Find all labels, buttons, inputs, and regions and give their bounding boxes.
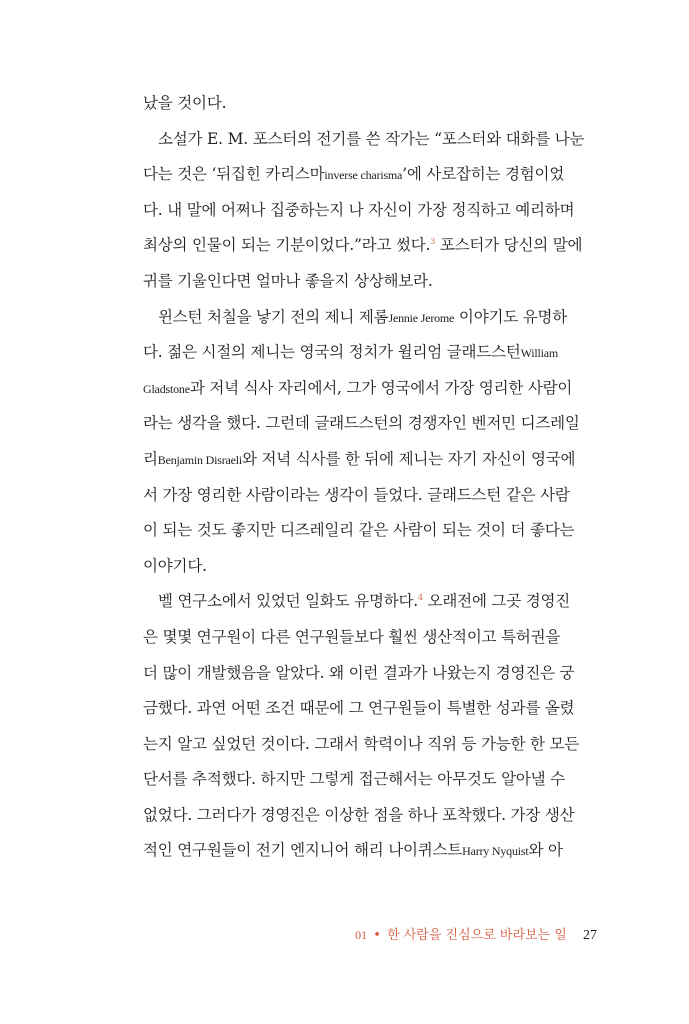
text-line (143, 762, 565, 798)
text-line (143, 86, 551, 122)
text-segment: 포스터가 당신의 말에 (435, 236, 583, 255)
text-segment: 났을 것이다. (143, 94, 227, 112)
text-segment: 이야기도 유명하 (454, 307, 568, 326)
text-segment: 단서를 추적했다. 하지만 그렇게 접근해서는 아무것도 알아낼 수 (143, 770, 565, 789)
text-line (143, 584, 571, 620)
text-segment: 벨 연구소에서 있었던 일화도 유명하다. (158, 592, 419, 611)
footnote-marker: 4 (418, 593, 423, 603)
text-segment: 소설가 E. M. 포스터의 전기를 쓴 작가는 “포스터와 대화를 나눈 (158, 129, 585, 148)
text-segment: 없었다. 그러다가 경영진은 이상한 점을 하나 포착했다. 가장 생산 (143, 805, 575, 824)
text-segment: 라는 생각을 했다. 그런데 글래드스턴의 경쟁자인 벤저민 디즈레일 (143, 414, 580, 433)
text-segment: ’에 사로잡히는 경험이었 (402, 165, 565, 184)
text-line (143, 478, 570, 514)
text-line (143, 157, 565, 193)
latin-name: Harry Nyquist (462, 844, 529, 859)
text-line (143, 371, 573, 407)
text-segment: 윈스턴 처칠을 낳기 전의 제니 제롬 (158, 307, 389, 326)
text-segment: 는지 알고 싶었던 것이다. 그래서 학력이나 직위 등 가능한 한 모든 (143, 734, 580, 753)
text-segment: 과 저녁 식사 자리에서, 그가 영국에서 가장 영리한 사람이 (189, 378, 573, 397)
text-segment: 더 많이 개발했음을 알았다. 왜 이런 결과가 나왔는지 경영진은 궁 (143, 663, 575, 682)
text-segment: 이 되는 것도 좋지만 디즈레일리 같은 사람이 되는 것이 더 좋다는 (143, 521, 575, 540)
text-line (143, 549, 551, 585)
text-segment: 리 (143, 449, 158, 468)
text-line (143, 300, 568, 336)
text-line (143, 193, 575, 229)
text-line (143, 264, 551, 300)
text-segment: 다. 내 말에 어쩌나 집중하는지 나 자신이 가장 정직하고 예리하며 (143, 200, 575, 219)
text-line (143, 833, 563, 869)
text-line (143, 691, 575, 727)
latin-name: William (520, 346, 559, 361)
chapter-number: 01 (355, 928, 368, 942)
text-segment: 적인 연구원들이 전기 엔지니어 해리 나이퀴스트 (143, 841, 463, 860)
text-line (143, 335, 559, 371)
page-footer (355, 925, 597, 946)
latin-name: Benjamin Disraeli (157, 452, 243, 467)
text-segment: 와 아 (528, 841, 563, 860)
text-line (143, 727, 580, 763)
text-segment: 와 저녁 식사를 한 뒤에 제니는 자기 자신이 영국에 (242, 449, 576, 468)
text-line (143, 620, 561, 656)
text-segment: 서 가장 영리한 사람이라는 생각이 들었다. 글래드스턴 같은 사람 (143, 485, 570, 504)
page-number: 27 (583, 928, 597, 943)
text-segment: 은 몇몇 연구원이 다른 연구원들보다 훨씬 생산적이고 특허권을 (143, 627, 561, 646)
text-segment: 다. 젊은 시절의 제니는 영국의 정치가 윌리엄 글래드스턴 (143, 343, 521, 362)
latin-name: Jennie Jerome (388, 310, 455, 325)
text-line (143, 656, 575, 692)
text-segment: 최상의 인물이 되는 기분이었다.”라고 썼다. (143, 236, 431, 255)
text-segment: 오래전에 그곳 경영진 (422, 592, 571, 611)
text-line (143, 513, 575, 549)
chapter-title: 한 사람을 진심으로 바라보는 일 (387, 928, 567, 943)
text-segment: 귀를 기울인다면 얼마나 좋을지 상상해보라. (143, 271, 433, 290)
text-line (143, 442, 576, 478)
latin-name: Gladstone (143, 381, 190, 396)
text-line (143, 228, 583, 264)
text-line (143, 406, 580, 442)
text-line (143, 122, 585, 158)
footnote-marker: 3 (430, 237, 436, 247)
text-segment: 금했다. 과연 어떤 조건 때문에 그 연구원들이 특별한 성과를 올렸 (143, 699, 575, 718)
footer-bullet: • (373, 928, 381, 943)
latin-name: inverse charisma (324, 168, 403, 183)
text-segment: 다는 것은 ‘뒤집힌 카리스마 (143, 165, 325, 184)
body-text (143, 86, 585, 869)
text-line (143, 798, 575, 834)
text-segment: 이야기다. (143, 556, 207, 575)
